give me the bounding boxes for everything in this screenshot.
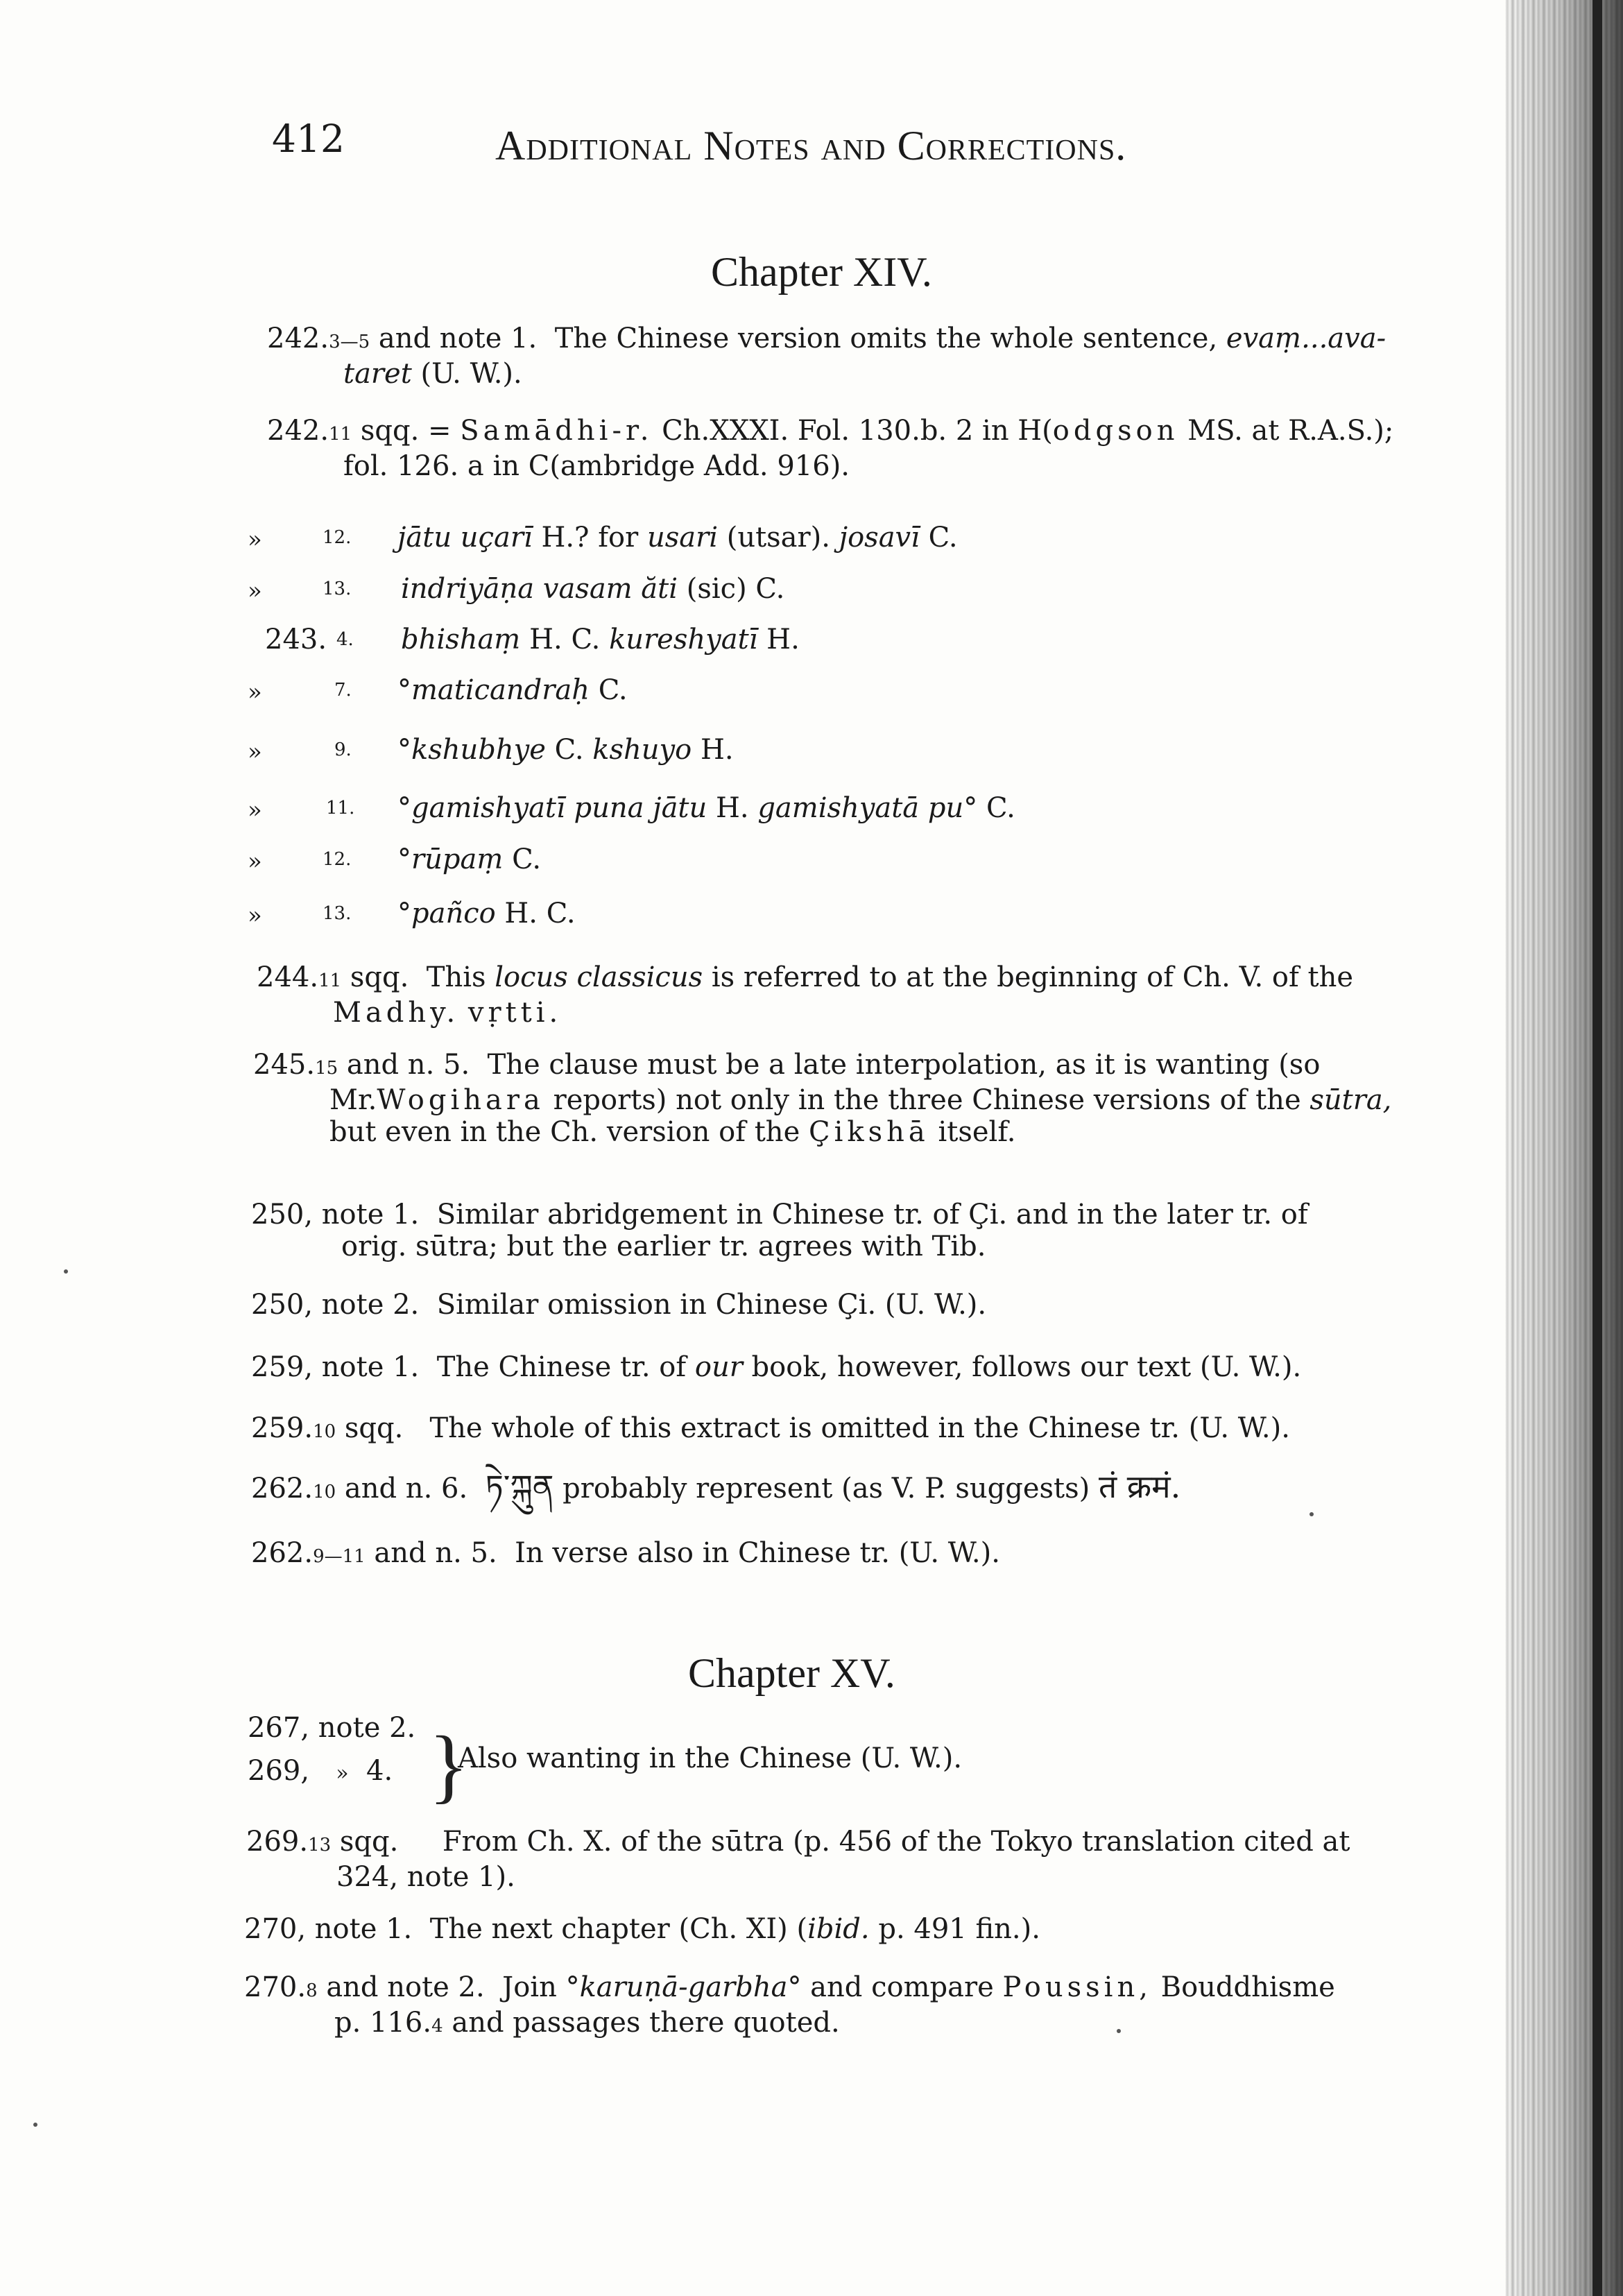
note-entry: indriyāṇa vasam ăti (sic) C. xyxy=(401,573,785,605)
chapter-title-14: Chapter XIV. xyxy=(711,249,932,295)
ditto-mark: » xyxy=(248,796,262,824)
note-entry: 250, note 1. Similar abridgement in Chinese tr. of Çi. and in the later tr. of orig. sūtra; but the earlier tr. agrees with Tib. xyxy=(251,1199,1308,1262)
note-entry: °gamishyatī puna jātu H. gamishyatā pu° C. xyxy=(397,792,1015,824)
note-entry: °rūpaṃ C. xyxy=(397,843,542,875)
ditto-mark: » xyxy=(248,902,262,929)
scan-speck xyxy=(1117,2029,1121,2033)
note-entry: 242.3—5 and note 1. The Chinese version omits the whole sentence, evaṃ...ava- taret (U. W.). xyxy=(267,323,1386,390)
note-entry: 259.10 sqq. The whole of this extract is omitted in the Chinese tr. (U. W.). xyxy=(251,1412,1290,1444)
note-entry: bhishaṃ H. C. kureshyatī H. xyxy=(401,624,800,656)
line-number: 7. xyxy=(334,680,352,701)
note-entry: 270, note 1. The next chapter (Ch. XI) (ibid. p. 491 fin.). xyxy=(244,1913,1040,1945)
note-ref: 267, note 2. xyxy=(248,1712,416,1744)
ditto-mark: » xyxy=(248,526,262,554)
note-entry: 262.9—11 and n. 5. In verse also in Chinese tr. (U. W.). xyxy=(251,1537,1000,1569)
line-number: 12. xyxy=(323,527,352,548)
chapter-title-15: Chapter XV. xyxy=(688,1650,895,1696)
scan-speck xyxy=(64,1269,68,1274)
note-entry: 244.11 sqq. This locus classicus is referred to at the beginning of Ch. V. of the Madhy. vṛtti. xyxy=(257,961,1354,1029)
page-number: 412 xyxy=(272,117,345,161)
line-number: 11. xyxy=(326,798,355,819)
line-number: 9. xyxy=(334,739,352,760)
note-entry: jātu uçarī H.? for usari (utsar). josavī C. xyxy=(397,522,958,554)
note-entry: 269.13 sqq. From Ch. X. of the sūtra (p. 456 of the Tokyo translation cited at 324, note 1). xyxy=(246,1826,1350,1893)
note-entry: °pañco H. C. xyxy=(397,898,576,929)
line-number: 12. xyxy=(323,849,352,870)
note-ref: 243. xyxy=(265,624,327,656)
page-edge-scan-shadow xyxy=(1505,0,1623,2296)
ditto-mark: » xyxy=(248,848,262,875)
note-entry: 242.11 sqq. = Samādhi-r. Ch.XXXI. Fol. 130.b. 2 in H(odgson MS. at R.A.S.); fol. 126. a in C(ambridge Add. 916). xyxy=(267,415,1394,482)
tibetan-script: ཏེ་ཀྐུན xyxy=(485,1468,554,1505)
scan-speck xyxy=(33,2123,37,2127)
note-entry: 250, note 2. Similar omission in Chinese Çi. (U. W.). xyxy=(251,1289,987,1321)
ditto-mark: » xyxy=(248,577,262,605)
line-number: 13. xyxy=(323,579,352,599)
brace-icon: } xyxy=(429,1719,469,1811)
running-title: Additional Notes and Corrections. xyxy=(495,123,1127,169)
note-entry: Also wanting in the Chinese (U. W.). xyxy=(458,1742,963,1774)
note-entry: 245.15 and n. 5. The clause must be a late interpolation, as it is wanting (so Mr.Wogihara reports) not only in the three Chinese versions of the sūtra, but even in the Ch. version of the Çikshā itself. xyxy=(253,1049,1392,1148)
ditto-mark: » xyxy=(248,738,262,766)
devanagari-script: तं क्रमं. xyxy=(1098,1468,1181,1505)
note-entry: 262.10 and n. 6. ཏེ་ཀྐུན probably represent (as V. P. suggests) तं क्रमं. xyxy=(251,1468,1181,1505)
line-number: 4. xyxy=(336,629,354,650)
note-entry: °maticandraḥ C. xyxy=(397,674,628,706)
note-entry: 270.8 and note 2. Join °karuṇā-garbha° and compare Poussin, Bouddhisme p. 116.4 and passages there quoted. xyxy=(244,1971,1335,2039)
scan-speck xyxy=(1309,1512,1314,1516)
line-number: 13. xyxy=(323,903,352,924)
ditto-mark: » xyxy=(248,678,262,706)
note-ref: 269, » 4. xyxy=(248,1755,393,1787)
page-edge-binding xyxy=(1592,0,1602,2296)
note-entry: 259, note 1. The Chinese tr. of our book, however, follows our text (U. W.). xyxy=(251,1351,1302,1383)
note-entry: °kshubhye C. kshuyo H. xyxy=(397,734,734,766)
